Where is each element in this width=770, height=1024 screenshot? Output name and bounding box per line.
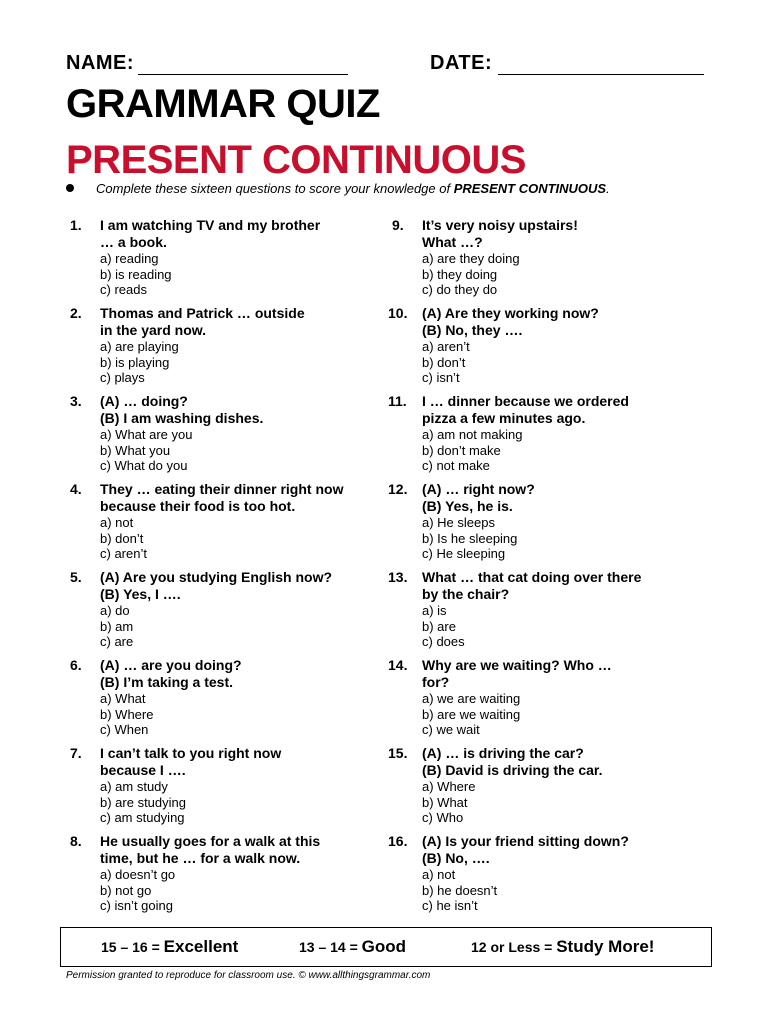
answer-option[interactable]: a) is [422, 603, 447, 618]
question-line: (B) No, they …. [422, 322, 523, 338]
question-number: 5. [70, 569, 82, 585]
question-text [422, 569, 702, 603]
answer-options [100, 339, 360, 386]
answer-option[interactable]: b) Where [100, 706, 154, 722]
name-blank-line [138, 74, 348, 75]
answer-option[interactable]: a) reading [100, 251, 159, 266]
answer-option[interactable]: c) do they do [422, 282, 498, 297]
date-blank-line [498, 74, 704, 75]
answer-option[interactable]: a) are playing [100, 339, 179, 354]
question-line: I am watching TV and my brother [100, 217, 321, 233]
question-line: because I …. [100, 762, 186, 778]
question-line: It’s very noisy upstairs! [422, 217, 578, 233]
answer-option[interactable]: a) do [100, 603, 130, 618]
answer-option[interactable]: b) they doing [422, 266, 498, 282]
question-number: 1. [70, 217, 82, 233]
question-line: I … dinner because we ordered [422, 393, 629, 409]
answer-option[interactable]: c) isn’t going [100, 898, 173, 913]
answer-options [422, 867, 682, 914]
score-box [60, 927, 712, 967]
answer-options [422, 427, 682, 474]
answer-option[interactable]: c) Who [422, 810, 464, 825]
bullet-icon [66, 184, 74, 192]
question-line: … a book. [100, 234, 167, 250]
question-line: (A) … right now? [422, 481, 535, 497]
answer-option[interactable]: c) he isn’t [422, 898, 478, 913]
question-line: (B) No, …. [422, 850, 490, 866]
quiz-title: GRAMMAR QUIZ [66, 82, 380, 126]
permission-footer: Permission granted to reproduce for classroom use. © www.allthingsgrammar.com [66, 970, 431, 981]
answer-option[interactable]: b) What you [100, 442, 171, 458]
question-text [100, 393, 380, 427]
question-number: 7. [70, 745, 82, 761]
question-number: 9. [392, 217, 404, 233]
question-line: He usually goes for a walk at this [100, 833, 321, 849]
instructions-text: Complete these sixteen questions to score your knowledge of PRESENT CONTINUOUS. [96, 181, 610, 196]
answer-options [422, 251, 682, 298]
question-line: What … that cat doing over there [422, 569, 642, 585]
answer-option[interactable]: b) don’t [100, 530, 144, 546]
question-line: (A) Are you studying English now? [100, 569, 333, 585]
question-text [100, 569, 380, 603]
question-text [100, 217, 380, 251]
answer-option[interactable]: a) doesn’t go [100, 867, 176, 882]
question-line: for? [422, 674, 450, 690]
question-text [422, 393, 702, 427]
question-line: I can’t talk to you right now [100, 745, 282, 761]
question-text [100, 657, 380, 691]
answer-option[interactable]: b) are we waiting [422, 706, 521, 722]
question-line: What …? [422, 234, 483, 250]
question-number: 8. [70, 833, 82, 849]
header-row [66, 52, 706, 80]
question-number: 13. [388, 569, 408, 585]
answer-option[interactable]: c) He sleeping [422, 546, 506, 561]
answer-options [422, 779, 682, 826]
answer-option[interactable]: c) plays [100, 370, 145, 385]
question-text [100, 481, 380, 515]
question-line: (A) … are you doing? [100, 657, 242, 673]
answer-option[interactable]: a) What [100, 691, 146, 706]
answer-options [100, 515, 360, 562]
question-text [422, 745, 702, 779]
score-good: 13 – 14 = Good [299, 937, 407, 956]
question-number: 2. [70, 305, 82, 321]
answer-option[interactable]: c) am studying [100, 810, 185, 825]
question-text [422, 305, 702, 339]
answer-option[interactable]: b) is reading [100, 266, 172, 282]
question-text [100, 305, 380, 339]
question-line: (A) Is your friend sitting down? [422, 833, 629, 849]
answer-option[interactable]: b) am [100, 618, 134, 634]
question-text [100, 745, 380, 779]
question-text [422, 833, 702, 867]
answer-option[interactable]: c) What do you [100, 458, 188, 473]
question-line: pizza a few minutes ago. [422, 410, 586, 426]
answer-option[interactable]: b) don’t make [422, 442, 501, 458]
answer-options [100, 867, 360, 914]
answer-option[interactable]: b) not go [100, 882, 152, 898]
answer-option[interactable]: a) What are you [100, 427, 193, 442]
question-line: because their food is too hot. [100, 498, 296, 514]
answer-options [100, 691, 360, 738]
question-number: 6. [70, 657, 82, 673]
answer-option[interactable]: a) aren’t [422, 339, 470, 354]
answer-option[interactable]: a) Where [422, 779, 476, 794]
question-text [100, 833, 380, 867]
answer-options [100, 427, 360, 474]
answer-option[interactable]: a) we are waiting [422, 691, 521, 706]
answer-option[interactable]: c) we wait [422, 722, 480, 737]
question-line: (B) David is driving the car. [422, 762, 603, 778]
answer-options [422, 339, 682, 386]
answer-option[interactable]: c) When [100, 722, 149, 737]
answer-option[interactable]: c) reads [100, 282, 147, 297]
answer-option[interactable]: a) not [100, 515, 134, 530]
answer-option[interactable]: c) isn’t [422, 370, 460, 385]
answer-option[interactable]: a) not [422, 867, 456, 882]
question-line: in the yard now. [100, 322, 207, 338]
answer-option[interactable]: c) not make [422, 458, 490, 473]
question-number: 16. [388, 833, 408, 849]
question-text [422, 481, 702, 515]
answer-options [422, 515, 682, 562]
question-line: (B) Yes, I …. [100, 586, 181, 602]
question-number: 14. [388, 657, 408, 673]
question-line: by the chair? [422, 586, 510, 602]
question-line: They … eating their dinner right now [100, 481, 344, 497]
question-text [422, 217, 702, 251]
answer-option[interactable]: b) are [422, 618, 456, 634]
question-line: (B) I am washing dishes. [100, 410, 264, 426]
answer-option[interactable]: a) am not making [422, 427, 523, 442]
answer-option[interactable]: b) Is he sleeping [422, 530, 518, 546]
answer-option[interactable]: b) What [422, 794, 468, 810]
answer-option[interactable]: c) are [100, 634, 134, 649]
question-line: Thomas and Patrick … outside [100, 305, 305, 321]
answer-options [422, 691, 682, 738]
answer-option[interactable]: a) are they doing [422, 251, 520, 266]
question-line: (A) Are they working now? [422, 305, 599, 321]
question-line: (A) … doing? [100, 393, 188, 409]
date-label: DATE: [430, 52, 493, 74]
answer-option[interactable]: b) is playing [100, 354, 170, 370]
answer-option[interactable]: b) don’t [422, 354, 466, 370]
question-line: (B) I’m taking a test. [100, 674, 234, 690]
question-number: 4. [70, 481, 82, 497]
question-line: (B) Yes, he is. [422, 498, 513, 514]
answer-options [100, 779, 360, 826]
question-line: Why are we waiting? Who … [422, 657, 612, 673]
answer-options [422, 603, 682, 650]
question-text [422, 657, 702, 691]
name-label: NAME: [66, 52, 135, 74]
question-number: 10. [388, 305, 408, 321]
answer-option[interactable]: a) He sleeps [422, 515, 495, 530]
question-line: (A) … is driving the car? [422, 745, 584, 761]
score-study-more: 12 or Less = Study More! [471, 937, 655, 956]
question-line: time, but he … for a walk now. [100, 850, 301, 866]
answer-option[interactable]: b) are studying [100, 794, 186, 810]
question-number: 3. [70, 393, 82, 409]
answer-option[interactable]: c) aren’t [100, 546, 147, 561]
question-number: 12. [388, 481, 408, 497]
quiz-subtitle: PRESENT CONTINUOUS [66, 138, 526, 182]
score-excellent: 15 – 16 = Excellent [101, 937, 239, 956]
answer-option[interactable]: b) he doesn’t [422, 882, 498, 898]
answer-options [100, 603, 360, 650]
question-number: 15. [388, 745, 408, 761]
question-number: 11. [388, 393, 407, 409]
answer-option[interactable]: c) does [422, 634, 465, 649]
answer-options [100, 251, 360, 298]
answer-option[interactable]: a) am study [100, 779, 168, 794]
